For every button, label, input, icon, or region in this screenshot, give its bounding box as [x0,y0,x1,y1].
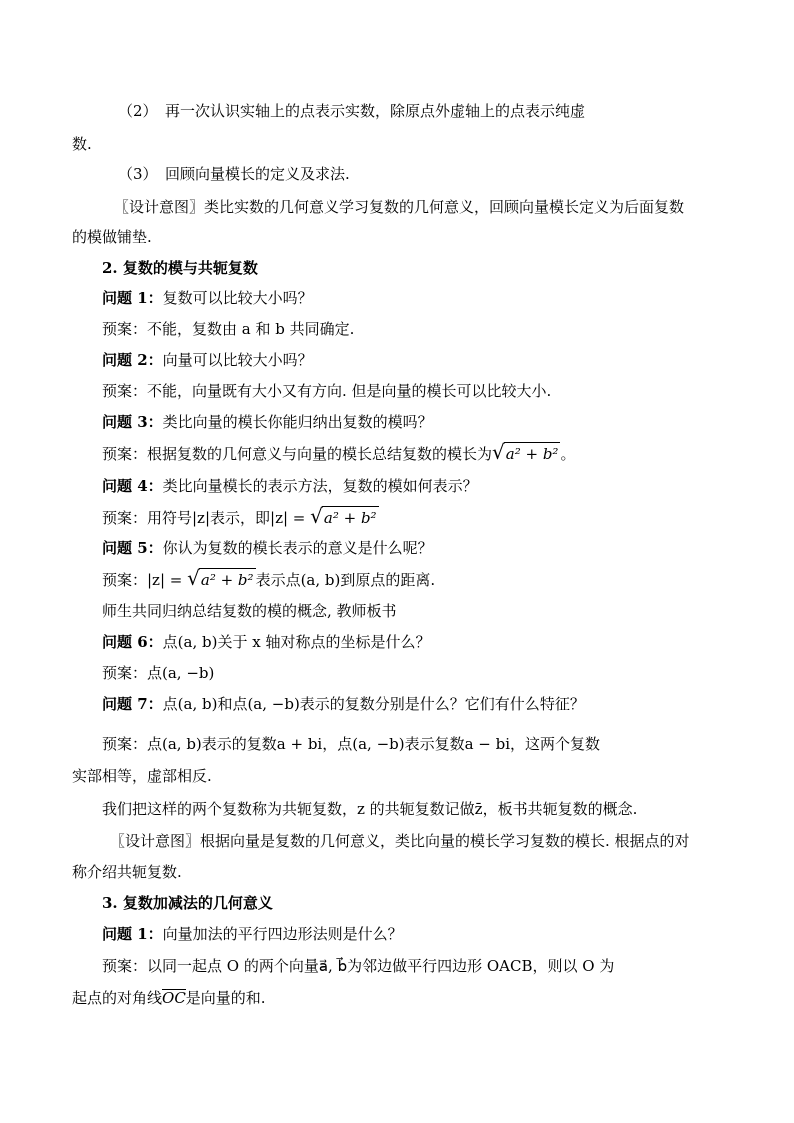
answer-line: 预案：不能，向量既有大小又有方向. 但是向量的模长可以比较大小. [102,382,552,400]
section-heading: 3. 复数加减法的几何意义 [102,894,273,912]
question-line: 问题 7：点(a, b)和点(a, −b)表示的复数分别是什么？它们有什么特征？ [102,695,585,713]
paragraph-line: 我们把这样的两个复数称为共轭复数，z 的共轭复数记做z̄，板书共轭复数的概念. [102,800,638,818]
vector-oc: OC [162,989,186,1007]
paragraph-line: 称介绍共轭复数. [72,863,182,881]
question-line: 问题 5：你认为复数的模长表示的意义是什么呢？ [102,539,433,557]
paragraph-line: 师生共同归纳总结复数的模的概念, 教师板书 [102,602,397,620]
question-line: 问题 1：向量加法的平行四边形法则是什么？ [102,925,403,943]
sqrt-expression: √ a² + b² [187,566,254,590]
paragraph-line: 的模做铺垫. [72,228,152,246]
design-intent-paragraph: 〖设计意图〗类比实数的几何意义学习复数的几何意义，回顾向量模长定义为后面复数 [114,198,685,216]
answer-line: 预案：点(a, b)表示的复数a + bi，点(a, −b)表示复数a − bi，这两个复数 [102,735,601,753]
answer-line: 预案：根据复数的几何意义与向量的模长总结复数的模长为 √ a² + b² 。 [102,440,576,464]
question-line: 问题 4：类比向量模长的表示方法，复数的模如何表示？ [102,477,478,495]
paragraph-line: 起点的对角线OC是向量的和. [72,989,266,1007]
paragraph-line: 实部相等，虚部相反. [72,767,212,785]
section-heading: 2. 复数的模与共轭复数 [102,259,258,277]
question-line: 问题 1：复数可以比较大小吗？ [102,289,313,307]
question-line: 问题 3：类比向量的模长你能归纳出复数的模吗？ [102,413,433,431]
paragraph-line: （2） 再一次认识实轴上的点表示实数，除原点外虚轴上的点表示纯虚 [118,102,586,120]
answer-line: 预案：用符号|z|表示，即|z| = √ a² + b² [102,504,377,528]
answer-line: 预案：不能，复数由 a 和 b 共同确定. [102,320,355,338]
answer-line: 预案：|z| = √ a² + b² 表示点(a, b)到原点的距离. [102,566,436,590]
sqrt-expression: √ a² + b² [492,440,559,464]
sqrt-expression: √ a² + b² [310,504,377,528]
answer-line: 预案：以同一起点 O 的两个向量a⃗, b⃗为邻边做平行四边形 OACB，则以 O 为 [102,957,615,975]
design-intent-paragraph: 〖设计意图〗根据向量是复数的几何意义，类比向量的模长学习复数的模长. 根据点的对 [110,832,690,850]
paragraph-line: （3） 回顾向量模长的定义及求法. [118,165,350,183]
question-line: 问题 6：点(a, b)关于 x 轴对称点的坐标是什么？ [102,633,431,651]
answer-line: 预案：点(a, −b) [102,664,215,682]
question-line: 问题 2：向量可以比较大小吗？ [102,351,313,369]
paragraph-line: 数. [72,135,92,153]
